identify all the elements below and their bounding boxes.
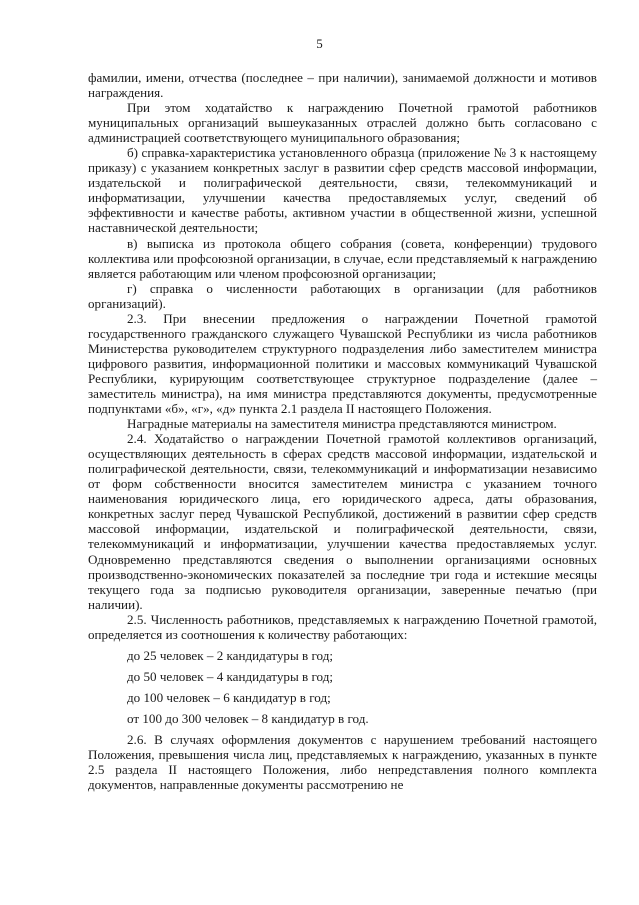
- list-item: от 100 до 300 человек – 8 кандидатур в год.: [127, 710, 369, 726]
- paragraph-section-2-3: 2.3. При внесении предложения о награждении Почетной грамотой государственного гражданского служащего Чувашской Республики из числа работников Министерства руководителем структурного подразделения либо заместителем министра цифрового развития, информационной политики и массовых коммуникаций Чувашской Республики, курирующим соответствующее структурное подразделение (далее – заместитель министра), на имя министра представляются документы, предусмотренные подпунктами «б», «г», «д» пункта 2.1 раздела II настоящего Положения.: [88, 310, 597, 417]
- page-number: 5: [316, 36, 323, 51]
- paragraph-deputy-materials: Наградные материалы на заместителя министра представляются министром.: [127, 416, 557, 432]
- paragraph-section-2-6: 2.6. В случаях оформления документов с нарушением требований настоящего Положения, превышения числа лиц, представляемых к награждению, указанных в пункте 2.5 раздела II настоящего Положения, либо непредставления полного комплекта документов, направленные документы рассмотрению не: [88, 731, 597, 793]
- paragraph-section-2-5: 2.5. Численность работников, представляемых к награждению Почетной грамотой, определяется из соотношения к количеству работающих:: [88, 611, 597, 642]
- paragraph-continuation: фамилии, имени, отчества (последнее – при наличии), занимаемой должности и мотивов награждения.: [88, 70, 597, 101]
- list-item: до 25 человек – 2 кандидатуры в год;: [127, 647, 333, 663]
- list-item: до 100 человек – 6 кандидатур в год;: [127, 689, 331, 705]
- paragraph-item-g: г) справка о численности работающих в организации (для работников организаций).: [88, 280, 597, 311]
- quota-list: [88, 648, 597, 726]
- list-item: до 50 человек – 4 кандидатуры в год;: [127, 668, 333, 684]
- paragraph-item-v: в) выписка из протокола общего собрания (совета, конференции) трудового коллектива или профсоюзной организации, в случае, если представляемый к награждению является работающим или членом профсоюзной организации;: [88, 235, 597, 281]
- document-body: [88, 70, 597, 792]
- paragraph-section-2-4: 2.4. Ходатайство о награждении Почетной грамотой коллективов организаций, осуществляющих деятельность в сферах средств массовой информации, издательской и полиграфической деятельности, связи, телекоммуникаций и информатизации независимо от форм собственности вносится заместителем министра с указанием точного наименования юридического лица, его юридического адреса, даты образования, конкретных заслуг перед Чувашской Республикой, достижений в развитии сфер средств массовой информации, издательской и полиграфической деятельности, связи, телекоммуникаций и информатизации, улучшении качества предоставляемых услуг. Одновременно представляются сведения о выполнении организациями основных производственно-экономических показателей за последние три года и истекшие месяцы текущего года за подписью руководителя организации, заверенные печатью (при наличии).: [88, 431, 597, 612]
- paragraph-item-b: б) справка-характеристика установленного образца (приложение № 3 к настоящему приказу) с указанием конкретных заслуг в развитии сфер средств массовой информации, издательской и полиграфической деятельности, связи, телекоммуникаций и информатизации, улучшении качества предоставляемых услуг, сведений об эффективности и качестве работы, активном участии в общественной жизни, успешной наставнической деятельности;: [88, 145, 597, 236]
- paragraph-approval-note: При этом ходатайство к награждению Почетной грамотой работников муниципальных организаций вышеуказанных отраслей должно быть согласовано с администрацией соответствующего муниципального образования;: [88, 100, 597, 146]
